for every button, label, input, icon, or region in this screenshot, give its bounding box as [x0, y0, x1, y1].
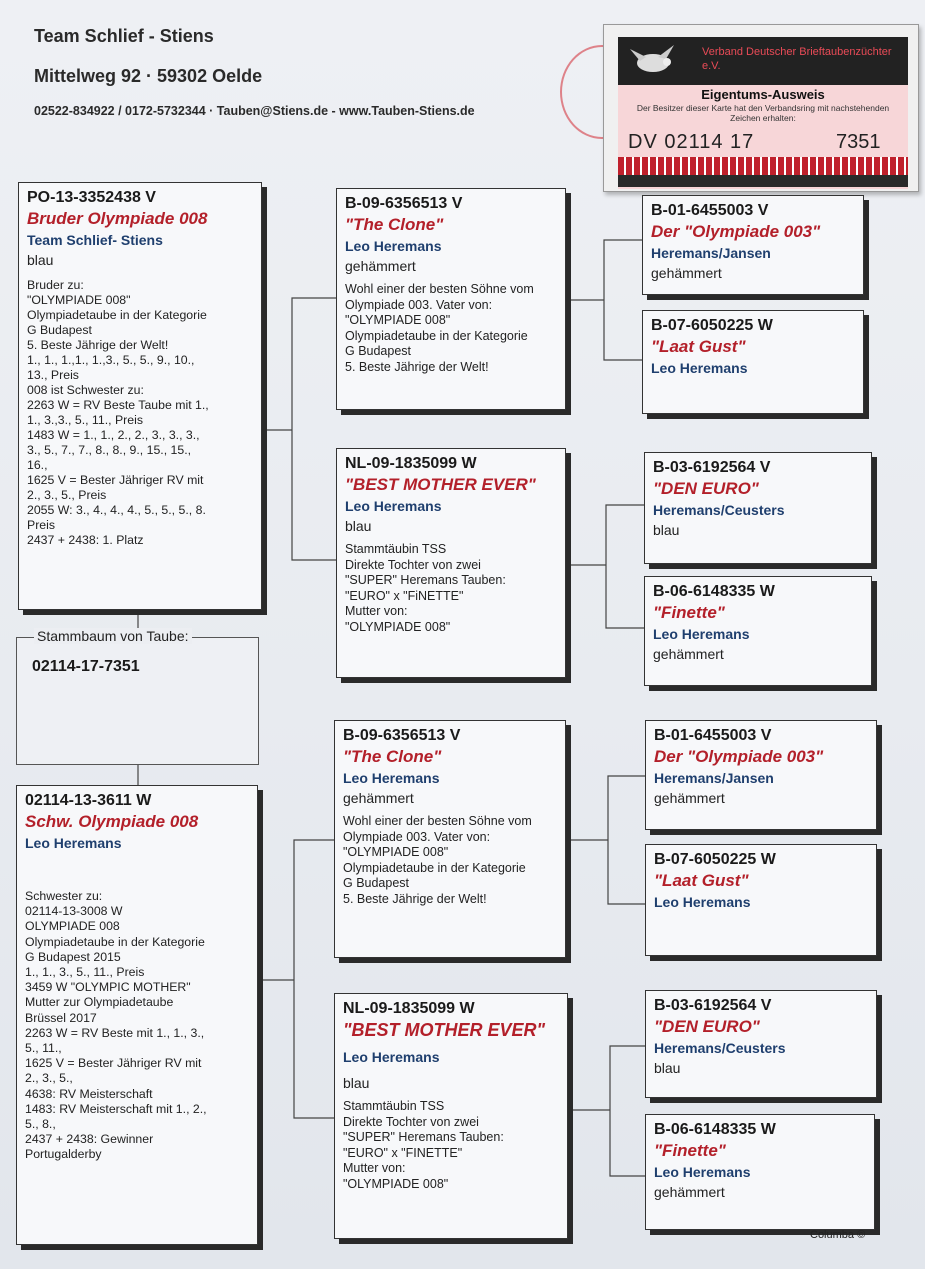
breeder: Heremans/Ceusters [654, 1040, 786, 1056]
pigeon-name: "Laat Gust" [654, 871, 749, 890]
breeder: Leo Heremans [651, 360, 748, 376]
description: Wohl einer der besten Söhne vom Olympiade 003. Vater von: "OLYMPIADE 008" Olympiadetaube in der Kategorie G Budapest 5. Beste Jährige der Welt! [343, 814, 532, 906]
description: Stammtäubin TSS Direkte Tochter von zwei "SUPER" Heremans Tauben: "EURO" x "FINETTE" Mutter von: "OLYMPIADE 008" [343, 1099, 504, 1191]
father-sire-dam-card [642, 310, 864, 414]
father-dam-card [336, 448, 566, 678]
ownership-card-title: Eigentums-Ausweis [701, 87, 825, 102]
description: Bruder zu: "OLYMPIADE 008" Olympiadetaube in der Kategorie G Budapest 5. Beste Jährige der Welt! 1., 1., 1.,1., 1.,3., 5., 5., 9., 10., 13., Preis 008 ist Schwester zu: 2263 W = RV Beste Taube mit 1., 1., 3.,3., 5., 11., Preis 1483 W = 1., 1., 2., 2., 3., 3., 3., 3., 5., 7., 7., 8., 8., 9., 15., 15., 16., 1625 V = Bester Jähriger RV mit 2., 3., 5., Preis 2055 W: 3., 4., 4., 4., 5., 5., 5., 8. Preis 2437 + 2438: 1. Platz [27, 278, 209, 547]
ring-number: B-07-6050225 W [651, 317, 773, 334]
mother-dam-card [334, 993, 568, 1239]
ring-number: B-06-6148335 W [654, 1121, 776, 1138]
ownership-number: 7351 [836, 131, 881, 153]
feather-color: gehämmert [654, 790, 725, 806]
copyright: Columba © [810, 1229, 866, 1241]
breeder: Heremans/Jansen [654, 770, 774, 786]
feather-color: gehämmert [345, 258, 416, 274]
feather-color: gehämmert [654, 1184, 725, 1200]
description: Schwester zu: 02114-13-3008 W OLYMPIADE 008 Olympiadetaube in der Kategorie G Budapest 2015 1., 1., 3., 5., 11., Preis 3459 W "OLYMPIC MOTHER" Mutter zur Olympiadetaube Brüssel 2017 2263 W = RV Beste mit 1., 1., 3., 5., 11., 1625 V = Bester Jähriger RV mit 2., 3., 5., 4638: RV Meisterschaft 1483: RV Meisterschaft mit 1., 2., 5., 8., 2437 + 2438: Gewinner Portugalderby [25, 889, 207, 1162]
team-address: Mittelweg 92 · 59302 Oelde [34, 66, 263, 86]
feather-color: blau [653, 522, 680, 538]
mother-card [16, 785, 258, 1245]
pigeon-name: Der "Olympiade 003" [654, 747, 824, 766]
pedigree-of-box [16, 637, 259, 765]
breeder: Heremans/Jansen [651, 245, 771, 261]
ring-number: B-03-6192564 V [653, 459, 771, 476]
pigeon-name: "The Clone" [345, 215, 444, 234]
pigeon-name: Der "Olympiade 003" [651, 222, 821, 241]
feather-color: gehämmert [651, 265, 722, 281]
pigeon-name: "The Clone" [343, 747, 442, 766]
breeder: Leo Heremans [25, 835, 122, 851]
pigeon-name: "DEN EURO" [653, 479, 759, 498]
father-sire-card [336, 188, 566, 410]
pedigree-of-ring: 02114-17-7351 [32, 658, 140, 675]
pigeon-name: "DEN EURO" [654, 1017, 760, 1036]
team-name: Team Schlief - Stiens [34, 26, 214, 46]
team-contact: 02522-834922 / 0172-5732344 · Tauben@Stiens.de - www.Tauben-Stiens.de [34, 104, 475, 118]
ring-number: NL-09-1835099 W [343, 1000, 475, 1017]
feather-color: blau [654, 1060, 681, 1076]
ring-number: B-01-6455003 V [651, 202, 769, 219]
pigeon-name: Bruder Olympiade 008 [27, 209, 208, 228]
ownership-card-note: Der Besitzer dieser Karte hat den Verbandsring mit nachstehenden Zeichen erhalten: [636, 103, 890, 123]
breeder: Leo Heremans [653, 626, 750, 642]
father-dam-sire-card [644, 452, 872, 564]
father-dam-dam-card [644, 576, 872, 686]
feather-color: blau [345, 518, 372, 534]
mother-sire-card [334, 720, 566, 958]
ring-number: PO-13-3352438 V [27, 189, 156, 206]
breeder: Leo Heremans [345, 498, 442, 514]
description: Wohl einer der besten Söhne vom Olympiade 003. Vater von: "OLYMPIADE 008" Olympiadetaube in der Kategorie G Budapest 5. Beste Jährige der Welt! [345, 282, 534, 374]
pigeon-name: "Finette" [653, 603, 725, 622]
description: Stammtäubin TSS Direkte Tochter von zwei "SUPER" Heremans Tauben: "EURO" x "FiNETTE" Mutter von: "OLYMPIADE 008" [345, 542, 506, 634]
ring-number: B-01-6455003 V [654, 727, 772, 744]
ring-number: B-09-6356513 V [345, 195, 463, 212]
ring-number: 02114-13-3611 W [25, 792, 152, 809]
mother-sire-dam-card [645, 844, 877, 956]
breeder: Heremans/Ceusters [653, 502, 785, 518]
feather-color: blau [27, 252, 54, 268]
breeder: Leo Heremans [343, 1049, 440, 1065]
pigeon-name: Schw. Olympiade 008 [25, 812, 199, 831]
breeder: Leo Heremans [345, 238, 442, 254]
ring-number: NL-09-1835099 W [345, 455, 477, 472]
father-sire-sire-card [642, 195, 864, 295]
mother-dam-sire-card [645, 990, 877, 1098]
ring-number: B-06-6148335 W [653, 583, 775, 600]
breeder: Leo Heremans [654, 894, 751, 910]
pigeon-name: "Laat Gust" [651, 337, 746, 356]
ownership-ring: DV 02114 17 [628, 131, 755, 153]
breeder: Team Schlief- Stiens [27, 232, 163, 248]
breeder: Leo Heremans [654, 1164, 751, 1180]
mother-dam-dam-card [645, 1114, 875, 1230]
father-card [18, 182, 262, 610]
pedigree-of-label: Stammbaum von Taube: [34, 628, 192, 644]
ring-number: B-03-6192564 V [654, 997, 772, 1014]
pigeon-name: "Finette" [654, 1141, 726, 1160]
pigeon-name: "BEST MOTHER EVER" [345, 475, 536, 494]
ownership-org: Verband Deutscher Brieftaubenzüchter e.V. [702, 46, 892, 72]
feather-color: gehämmert [343, 790, 414, 806]
pigeon-name: "BEST MOTHER EVER" [343, 1020, 546, 1040]
ring-number: B-09-6356513 V [343, 727, 461, 744]
feather-color: gehämmert [653, 646, 724, 662]
ring-number: B-07-6050225 W [654, 851, 776, 868]
mother-sire-sire-card [645, 720, 877, 830]
feather-color: blau [343, 1075, 370, 1091]
breeder: Leo Heremans [343, 770, 440, 786]
